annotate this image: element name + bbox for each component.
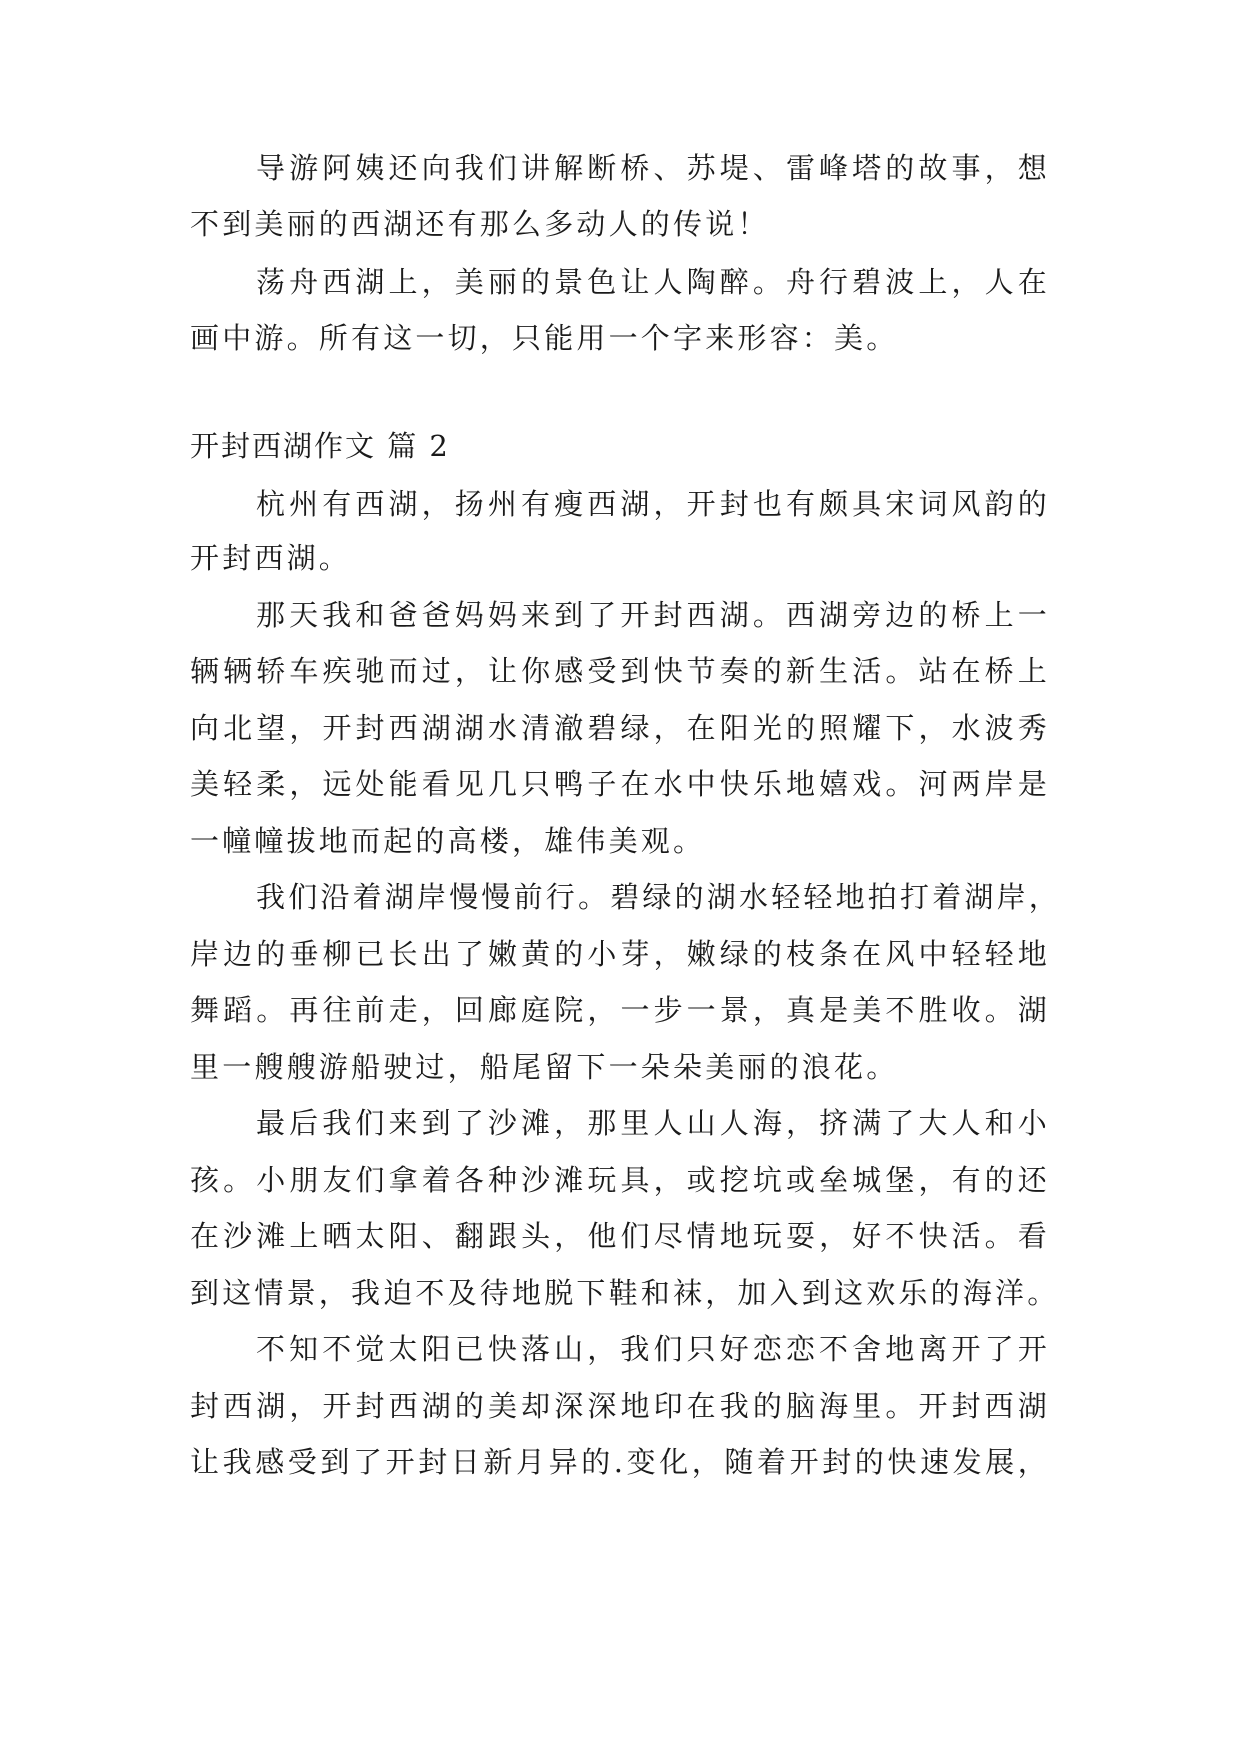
paragraph-line: 孩。小朋友们拿着各种沙滩玩具，或挖坑或垒城堡，有的还 [190, 1163, 1050, 1197]
paragraph-line: 辆辆轿车疾驰而过，让你感受到快节奏的新生活。站在桥上 [190, 654, 1050, 688]
paragraph-line: 在沙滩上晒太阳、翻跟头，他们尽情地玩耍，好不快活。看 [190, 1219, 1050, 1253]
paragraph-line: 杭州有西湖，扬州有瘦西湖，开封也有颇具宋词风韵的 [256, 487, 1050, 521]
paragraph-line: 最后我们来到了沙滩，那里人山人海，挤满了大人和小 [256, 1106, 1050, 1140]
paragraph-line: 美轻柔，远处能看见几只鸭子在水中快乐地嬉戏。河两岸是 [190, 767, 1050, 801]
paragraph-line: 让我感受到了开封日新月异的.变化，随着开封的快速发展， [190, 1445, 1050, 1479]
paragraph-line: 我们沿着湖岸慢慢前行。碧绿的湖水轻轻地拍打着湖岸， [256, 880, 1062, 914]
paragraph-line: 开封西湖。 [190, 541, 352, 575]
paragraph-line: 舞蹈。再往前走，回廊庭院，一步一景，真是美不胜收。湖 [190, 993, 1050, 1027]
paragraph-line: 岸边的垂柳已长出了嫩黄的小芽，嫩绿的枝条在风中轻轻地 [190, 937, 1050, 971]
paragraph-line: 向北望，开封西湖湖水清澈碧绿，在阳光的照耀下，水波秀 [190, 711, 1050, 745]
paragraph-line: 不到美丽的西湖还有那么多动人的传说！ [190, 207, 770, 241]
paragraph-line: 封西湖，开封西湖的美却深深地印在我的脑海里。开封西湖 [190, 1389, 1050, 1423]
paragraph-line: 导游阿姨还向我们讲解断桥、苏堤、雷峰塔的故事，想 [256, 151, 1050, 185]
paragraph-line: 里一艘艘游船驶过，船尾留下一朵朵美丽的浪花。 [190, 1050, 899, 1084]
paragraph-line: 那天我和爸爸妈妈来到了开封西湖。西湖旁边的桥上一 [256, 598, 1050, 632]
paragraph-line: 画中游。所有这一切，只能用一个字来形容：美。 [190, 321, 899, 355]
paragraph-line: 荡舟西湖上，美丽的景色让人陶醉。舟行碧波上，人在 [256, 265, 1050, 299]
paragraph-line: 不知不觉太阳已快落山，我们只好恋恋不舍地离开了开 [256, 1332, 1050, 1366]
section-heading: 开封西湖作文 篇 2 [190, 429, 450, 463]
paragraph-line: 一幢幢拔地而起的高楼，雄伟美观。 [190, 824, 706, 858]
paragraph-line: 到这情景，我迫不及待地脱下鞋和袜，加入到这欢乐的海洋。 [190, 1276, 1060, 1310]
